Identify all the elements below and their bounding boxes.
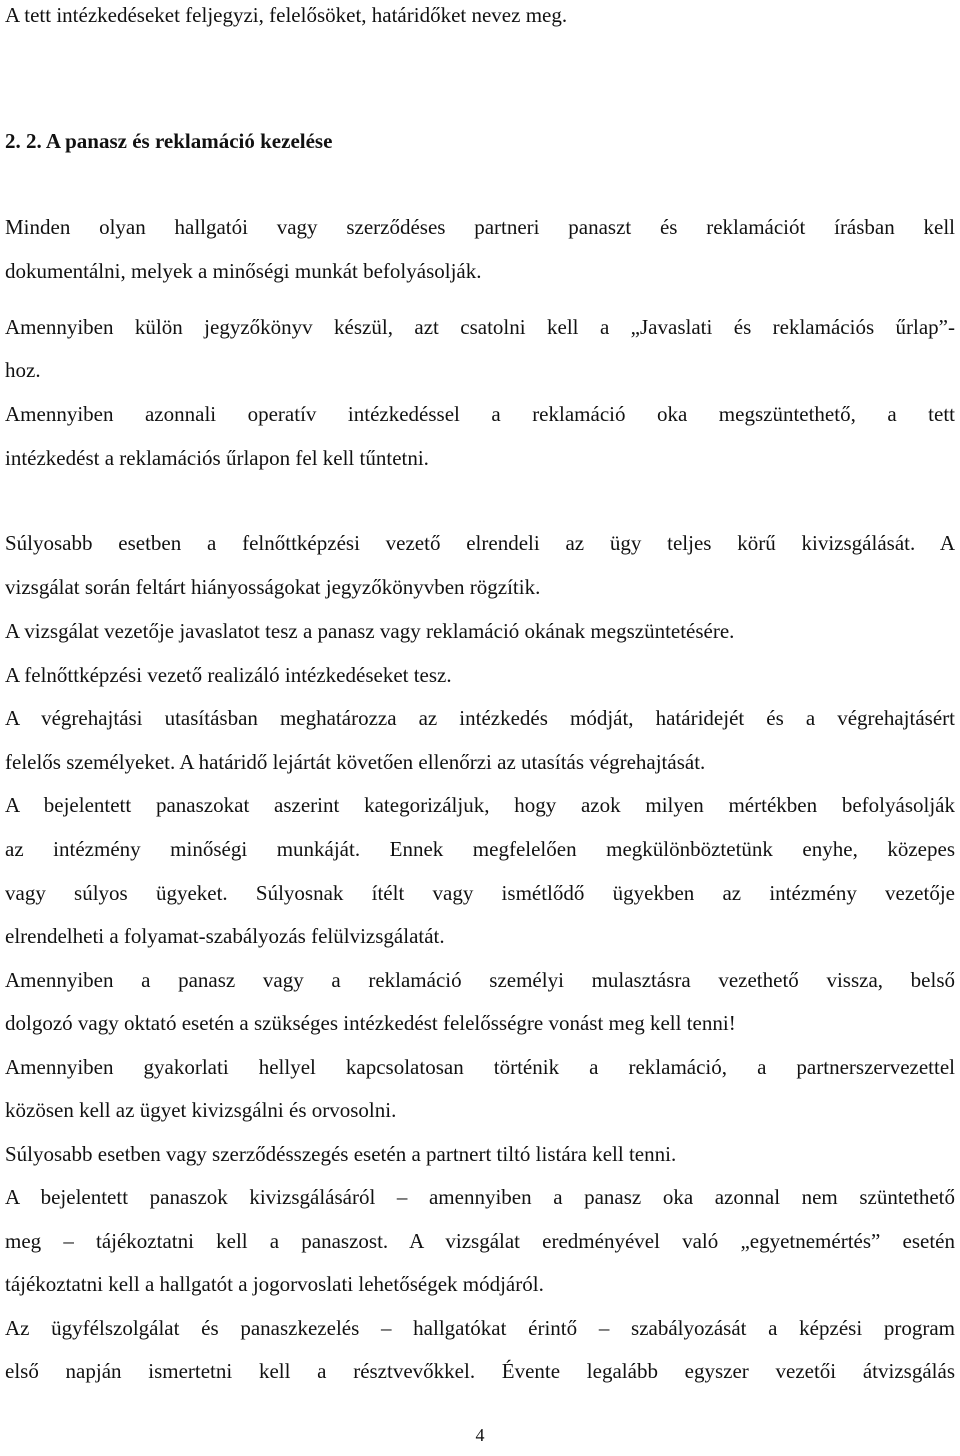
- text-line: tájékoztatni kell a hallgatót a jogorvoslati lehetőségek módjáról.: [5, 1272, 544, 1296]
- page-number: 4: [475, 1425, 485, 1445]
- text-line: első napján ismertetni kell a résztvevőkkel. Évente legalább egyszer vezetői átvizsgálás: [5, 1359, 955, 1383]
- section-heading: 2. 2. A panasz és reklamáció kezelése: [5, 129, 333, 153]
- text-line: Súlyosabb esetben vagy szerződésszegés esetén a partnert tiltó listára kell tenni.: [5, 1142, 677, 1166]
- text-line: A tett intézkedéseket feljegyzi, felelősöket, határidőket nevez meg.: [5, 3, 568, 27]
- text-line: az intézmény minőségi munkáját. Ennek megfelelően megkülönböztetünk enyhe, közepes: [5, 837, 955, 861]
- text-line: meg – tájékoztatni kell a panaszost. A vizsgálat eredményével való „egyetnemértés” esetén: [5, 1229, 955, 1253]
- text-line: Súlyosabb esetben a felnőttképzési vezető elrendeli az ügy teljes körű kivizsgálását. A: [5, 531, 955, 555]
- text-line: A végrehajtási utasításban meghatározza az intézkedés módját, határidejét és a végrehajtásért: [5, 706, 955, 730]
- text-line: vizsgálat során feltárt hiányosságokat jegyzőkönyvben rögzítik.: [5, 575, 541, 599]
- text-line: dokumentálni, melyek a minőségi munkát befolyásolják.: [5, 259, 482, 283]
- text-line: Minden olyan hallgatói vagy szerződéses partneri panaszt és reklamációt írásban kell: [5, 215, 955, 239]
- text-line: Az ügyfélszolgálat és panaszkezelés – hallgatókat érintő – szabályozását a képzési program: [5, 1316, 955, 1340]
- text-line: Amennyiben azonnali operatív intézkedéssel a reklamáció oka megszüntethető, a tett: [5, 402, 955, 426]
- text-line: hoz.: [5, 358, 41, 382]
- text-line: A bejelentett panaszok kivizsgálásáról – amennyiben a panasz oka azonnal nem szüntethető: [5, 1185, 955, 1209]
- text-line: Amennyiben külön jegyzőkönyv készül, azt csatolni kell a „Javaslati és reklamációs űrlap”-: [5, 315, 955, 339]
- text-line: A vizsgálat vezetője javaslatot tesz a panasz vagy reklamáció okának megszüntetésére.: [5, 619, 735, 643]
- text-line: elrendelheti a folyamat-szabályozás felülvizsgálatát.: [5, 924, 445, 948]
- text-line: dolgozó vagy oktató esetén a szükséges intézkedést felelősségre vonást meg kell tenni!: [5, 1011, 736, 1035]
- text-line: Amennyiben gyakorlati hellyel kapcsolatosan történik a reklamáció, a partnerszervezettel: [5, 1055, 955, 1079]
- text-line: felelős személyeket. A határidő lejártát követően ellenőrzi az utasítás végrehajtását.: [5, 750, 706, 774]
- text-line: vagy súlyos ügyeket. Súlyosnak ítélt vagy ismétlődő ügyekben az intézmény vezetője: [5, 881, 955, 905]
- text-line: Amennyiben a panasz vagy a reklamáció személyi mulasztásra vezethető vissza, belső: [5, 968, 955, 992]
- text-line: közösen kell az ügyet kivizsgálni és orvosolni.: [5, 1098, 397, 1122]
- text-line: A bejelentett panaszokat aszerint kategorizáljuk, hogy azok milyen mértékben befolyásolják: [5, 793, 955, 817]
- text-line: A felnőttképzési vezető realizáló intézkedéseket tesz.: [5, 663, 452, 687]
- text-line: intézkedést a reklamációs űrlapon fel kell tűntetni.: [5, 446, 429, 470]
